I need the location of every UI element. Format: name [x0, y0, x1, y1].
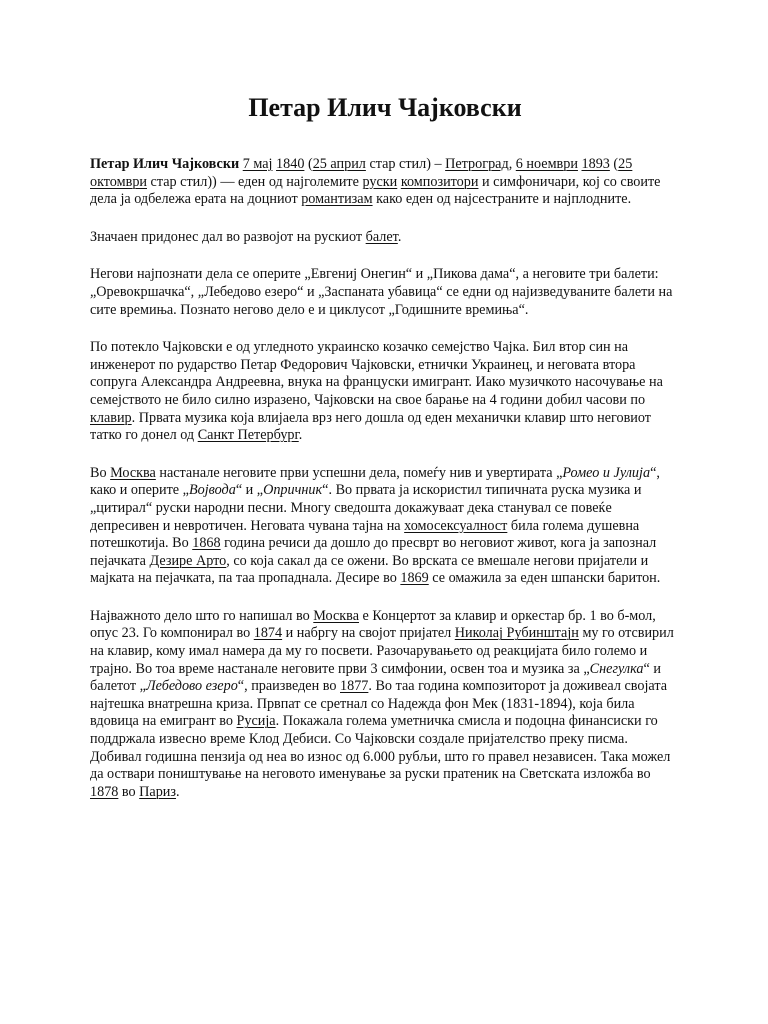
paragraph-concerto: Најважното дело што го напишал во Москва е Концертот за клавир и оркестар бр. 1 во б-мол, опус 23. Го компонирал во 1874 и набргу на својот пријател Николај Рубинштајн му го отсвирил на клавир, кому имал намера да му го посвети. Разочарувањето од реакцијата било големо и трајно. Во тоа време настанале неговите први 3 симфонии, освен тоа и музика за „Снегулка“ и балетот „Лебедово езеро“, праизведен во 1877. Во таа година композиторот ја доживеал својата најтешка внатрешна криза. Првпат се сретнал со Надежда фон Мек (1831-1894), која била вдовица на емигрант во Русија. Покажала голема уметничка смисла и подоцна финансиски го поддржала извесно време Клод Дебиси. Со Чајковски создале пријателство преку писма. Добивал годишна пензија од неа во износ од 6.000 рубљи, што го правел независен. Така можел да оствари поништување на неговото именување за руски пратеник на Светската изложба во 1878 во Париз.: [90, 607, 674, 800]
link-saint-petersburg[interactable]: Санкт Петербург: [197, 427, 299, 444]
title-swan-lake: Лебедово езеро: [145, 678, 238, 695]
text: Најважното дело што го напишал во: [90, 607, 314, 624]
text: е Концертот за клавир и оркестар бр. 1 во б-мол, опус 23. Го компонирал во: [90, 607, 656, 642]
link-ballet[interactable]: балет: [365, 228, 398, 245]
paragraph-works: Негови најпознати дела се оперите „Евгениј Онегин“ и „Пикова дама“, а неговите три балети: „Оревокршачка“, „Лебедово езеро“ и „Заспаната убавица“ се едни од најизведуваните балети на сите времиња. Познато негово дело е и циклусот „Годишните времиња“.: [90, 266, 673, 318]
text: стар стил) –: [365, 156, 446, 172]
text: “. Во првата ја искористил типичната руска музика и „цитирал“ руски народни песни. Многу сведошта докажуваат дека станувал се повеќе депресивен и невротичен. Неговата чувана тајна на: [90, 482, 642, 534]
text: била голема душевна потешкотија. Во: [90, 517, 640, 552]
paragraph-moscow: [90, 465, 680, 588]
link-russia[interactable]: Русија: [236, 713, 276, 730]
text: Во: [90, 464, 111, 481]
text: “ и „: [235, 482, 264, 499]
link-romanticism[interactable]: романтизам: [301, 191, 373, 208]
title-oprichnik: Опричник: [263, 482, 323, 499]
link-1868[interactable]: 1868: [192, 535, 221, 552]
text: , со која сакал да се ожени. Во врската се вмешале негови пријатели и мајката на пејачката, па таа пропаднала. Десире во: [90, 552, 649, 587]
link-birth-year[interactable]: 1840: [276, 156, 305, 172]
text: . Во таа година композиторот ја доживеал својата најтешка внатрешна криза. Првпат се сретнал со Надежда фон Мек (1831-1894), која била вдовица на емигрант во: [90, 678, 668, 730]
subject-name: Петар Илич Чајковски: [90, 156, 240, 172]
paragraph-intro: Петар Илич Чајковски 7 мај 1840 (25 април стар стил) – Петроград, 6 ноември 1893 (25 октомври стар стил)) — еден од најголемите руски композитори и симфоничари, кој со своите дела ја одбележа ерата на доцниот романтизам како еден од најсестраните и најплодните.: [90, 156, 661, 208]
link-paris[interactable]: Париз: [139, 783, 177, 800]
link-birth-day[interactable]: 7 мај: [242, 156, 273, 172]
link-1869[interactable]: 1869: [400, 570, 429, 587]
link-1878[interactable]: 1878: [90, 783, 119, 800]
text: година речиси да дошло до пресврт во неговиот живот, кога ја запознал пејачката: [90, 535, 657, 569]
link-piano[interactable]: клавир: [90, 409, 132, 426]
text: како еден од најсестраните и најплодните.: [372, 191, 632, 208]
document-page: [90, 88, 680, 821]
text: “, праизведен во: [237, 678, 340, 695]
paragraph-origin: По потекло Чајковски е од угледното украинско козачко семејство Чајка. Бил втор син на инженерот по рударство Петар Федорович Чајковски, етнички Украинец, и неговата втора сопруга Александра Андреевна, внука на француски имигрант. Иако музичкото насочување на семејството не било силно изразено, Чајковски на свое барање на 4 години добил часови по клавир. Првата музика која влијаела врз него дошла од еден механички клавир што неговиот татко го донел од Санкт Петербург.: [90, 339, 663, 444]
text: По потекло Чајковски е од угледното украинско козачко семејство Чајка. Бил втор син на инженерот по рударство Петар Федорович Чајковски, етнички Украинец, и неговата втора сопруга Александра Андреевна, внука на француски имигрант. Иако музичкото насочување на семејството не било силно изразено, Чајковски на свое барање на 4 години добил часови по: [90, 339, 663, 408]
title-voevoda: Војвода: [188, 482, 236, 499]
link-1877[interactable]: 1877: [340, 678, 369, 695]
link-nikolai-rubinstein[interactable]: Николај Рубинштајн: [454, 625, 579, 642]
text: . Првата музика која влијаела врз него дошла од еден механички клавир што неговиот татко го донел од: [90, 409, 651, 444]
text: во: [118, 783, 140, 800]
text: и симфоничари, кој со своите дела ја одбележа ерата на доцниот: [90, 173, 661, 208]
link-desiree-artot[interactable]: Дезире Арто: [149, 552, 227, 569]
text: “ и балетот „: [90, 660, 661, 695]
link-moscow-2[interactable]: Москва: [313, 607, 359, 624]
page-title: Петар Илич Чајковски: [248, 93, 522, 122]
text: . Покажала голема уметничка смисла и подоцна финансиски го поддржала извесно време Клод Дебиси. Со Чајковски создале пријателство преку писма. Добивал годишна пензија од неа во износ од 6.000 рубљи, што го правел независен. Така можел да оствари поништување на неговото именување за руски пратеник на Светската изложба во: [90, 713, 671, 783]
link-petrograd[interactable]: Петроград: [445, 156, 509, 172]
text: “, како и оперите „: [90, 464, 660, 499]
link-1874[interactable]: 1874: [253, 625, 283, 642]
text: стар стил)) — еден од најголемите: [147, 173, 363, 190]
link-moscow[interactable]: Москва: [110, 464, 156, 481]
link-death-year[interactable]: 1893: [581, 156, 610, 172]
link-composers[interactable]: композитори: [400, 173, 479, 190]
title-romeo-juliet: Ромео и Јулија: [562, 464, 651, 481]
link-birth-old-style[interactable]: 25 април: [312, 156, 366, 172]
link-death-old-style[interactable]: 25 октомври: [90, 156, 633, 190]
link-death-day[interactable]: 6 ноември: [515, 156, 578, 172]
paragraph-ballet: Значаен придонес дал во развојот на рускиот балет.: [90, 228, 402, 245]
text: Значаен придонес дал во развојот на рускиот: [90, 228, 366, 245]
text: и набргу на својот пријател: [282, 625, 455, 642]
link-russian[interactable]: руски: [362, 173, 398, 190]
text: се омажила за еден шпански баритон.: [428, 570, 661, 587]
link-homosexuality[interactable]: хомосексуалност: [404, 517, 508, 534]
title-snow-maiden: Снегулка: [589, 660, 644, 677]
text: настанале неговите први успешни дела, помеѓу нив и увертирата „: [155, 464, 563, 481]
text: му го отсвирил на клавир, кому имал намера да му го посвети. Разочарувањето од реакцијата било големо и трајно. Во тоа време настанале неговите први 3 симфонии, освен тоа и музика за „: [90, 625, 674, 677]
